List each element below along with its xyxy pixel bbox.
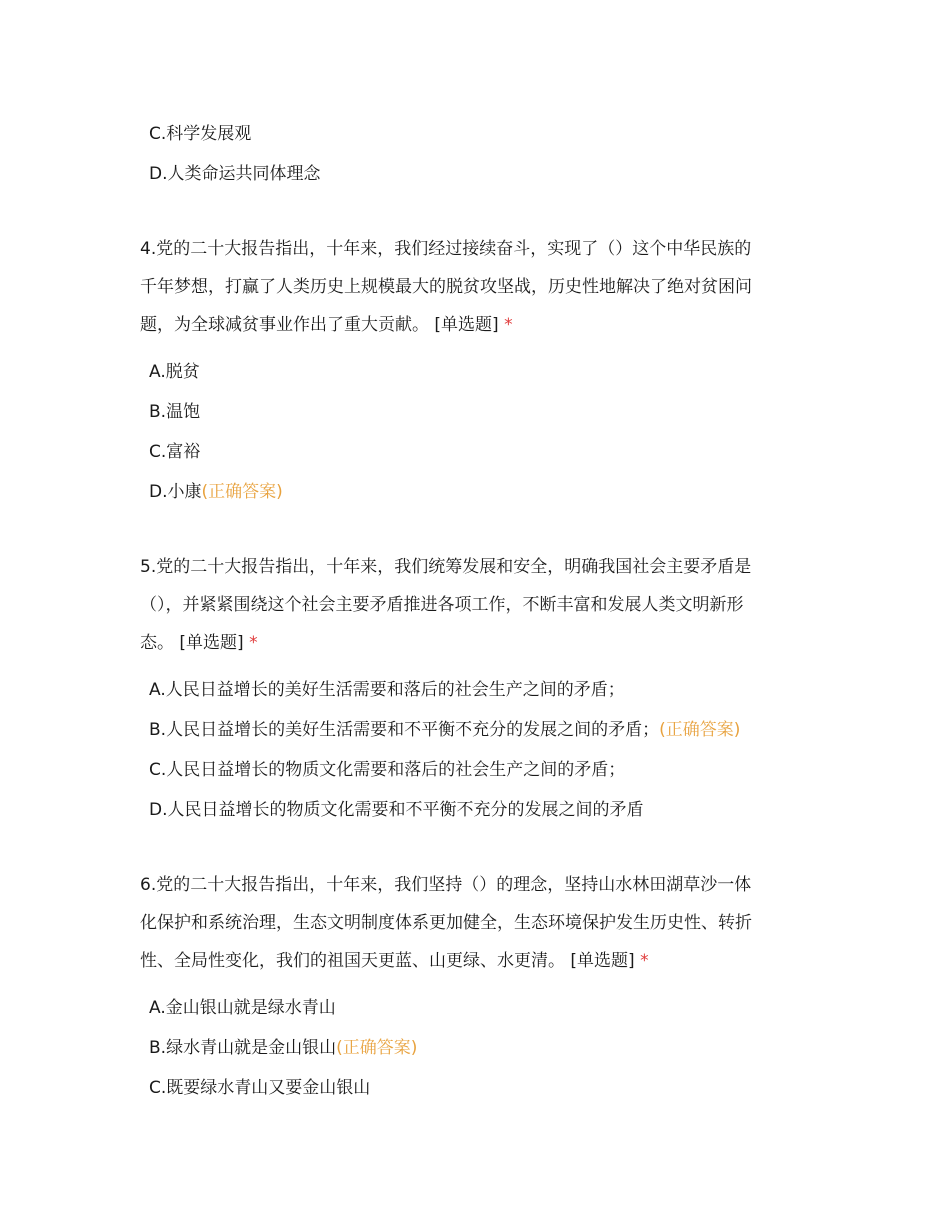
question-line: 4.党的二十大报告指出，十年来，我们经过接续奋斗，实现了（）这个中华民族的 xyxy=(140,239,752,259)
required-mark: * xyxy=(640,951,649,971)
option-text: B.温饱 xyxy=(149,402,201,422)
question-line: 6.党的二十大报告指出，十年来，我们坚持（）的理念，坚持山水林田湖草沙一体 xyxy=(140,875,752,895)
required-mark: * xyxy=(249,633,258,653)
option-text: D.人民日益增长的物质文化需要和不平衡不充分的发展之间的矛盾 xyxy=(149,800,644,820)
question-6 xyxy=(140,866,820,980)
option-q6-a xyxy=(149,997,336,1019)
option-q4-a xyxy=(149,361,200,383)
question-5 xyxy=(140,548,820,662)
question-line-text: 题，为全球减贫事业作出了重大贡献。 xyxy=(140,315,429,335)
option-q5-a xyxy=(149,679,625,701)
option-q6-c xyxy=(149,1077,370,1099)
option-q4-c xyxy=(149,441,200,463)
option-prev-c xyxy=(149,123,251,145)
option-q5-c xyxy=(149,759,625,781)
question-line: 5.党的二十大报告指出，十年来，我们统筹发展和安全，明确我国社会主要矛盾是 xyxy=(140,557,752,577)
question-line: 化保护和系统治理，生态文明制度体系更加健全，生态环境保护发生历史性、转折 xyxy=(140,913,752,933)
question-line-last xyxy=(140,942,820,980)
option-text: C.人民日益增长的物质文化需要和落后的社会生产之间的矛盾； xyxy=(149,760,626,780)
option-text: B.绿水青山就是金山银山 xyxy=(149,1038,337,1058)
question-4 xyxy=(140,230,820,344)
option-q6-b xyxy=(149,1037,417,1059)
option-text: D.小康 xyxy=(149,482,202,502)
option-text: C.既要绿水青山又要金山银山 xyxy=(149,1078,371,1098)
option-q4-b xyxy=(149,401,200,423)
option-q5-d xyxy=(149,799,644,821)
option-text: C.富裕 xyxy=(149,442,201,462)
correct-answer-label: (正确答案) xyxy=(659,720,741,740)
option-q4-d xyxy=(149,481,283,503)
option-text: A.人民日益增长的美好生活需要和落后的社会生产之间的矛盾； xyxy=(149,680,625,700)
question-line-text: 性、全局性变化，我们的祖国天更蓝、山更绿、水更清。 xyxy=(140,951,565,971)
question-type-tag: [单选题] xyxy=(570,951,635,971)
question-type-tag: [单选题] xyxy=(434,315,499,335)
question-type-tag: [单选题] xyxy=(179,633,244,653)
question-line-text: 态。 xyxy=(140,633,174,653)
option-text: A.脱贫 xyxy=(149,362,200,382)
option-text: B.人民日益增长的美好生活需要和不平衡不充分的发展之间的矛盾； xyxy=(149,720,660,740)
required-mark: * xyxy=(504,315,513,335)
question-line-last xyxy=(140,624,820,662)
question-line-last xyxy=(140,306,820,344)
option-prev-d xyxy=(149,163,321,185)
option-q5-b xyxy=(149,719,740,741)
question-line: 千年梦想，打赢了人类历史上规模最大的脱贫攻坚战，历史性地解决了绝对贫困问 xyxy=(140,277,752,297)
correct-answer-label: (正确答案) xyxy=(201,482,283,502)
option-text: D.人类命运共同体理念 xyxy=(149,164,321,184)
correct-answer-label: (正确答案) xyxy=(336,1038,418,1058)
option-text: C.科学发展观 xyxy=(149,124,252,144)
option-text: A.金山银山就是绿水青山 xyxy=(149,998,336,1018)
question-line: （），并紧紧围绕这个社会主要矛盾推进各项工作，不断丰富和发展人类文明新形 xyxy=(140,595,744,615)
